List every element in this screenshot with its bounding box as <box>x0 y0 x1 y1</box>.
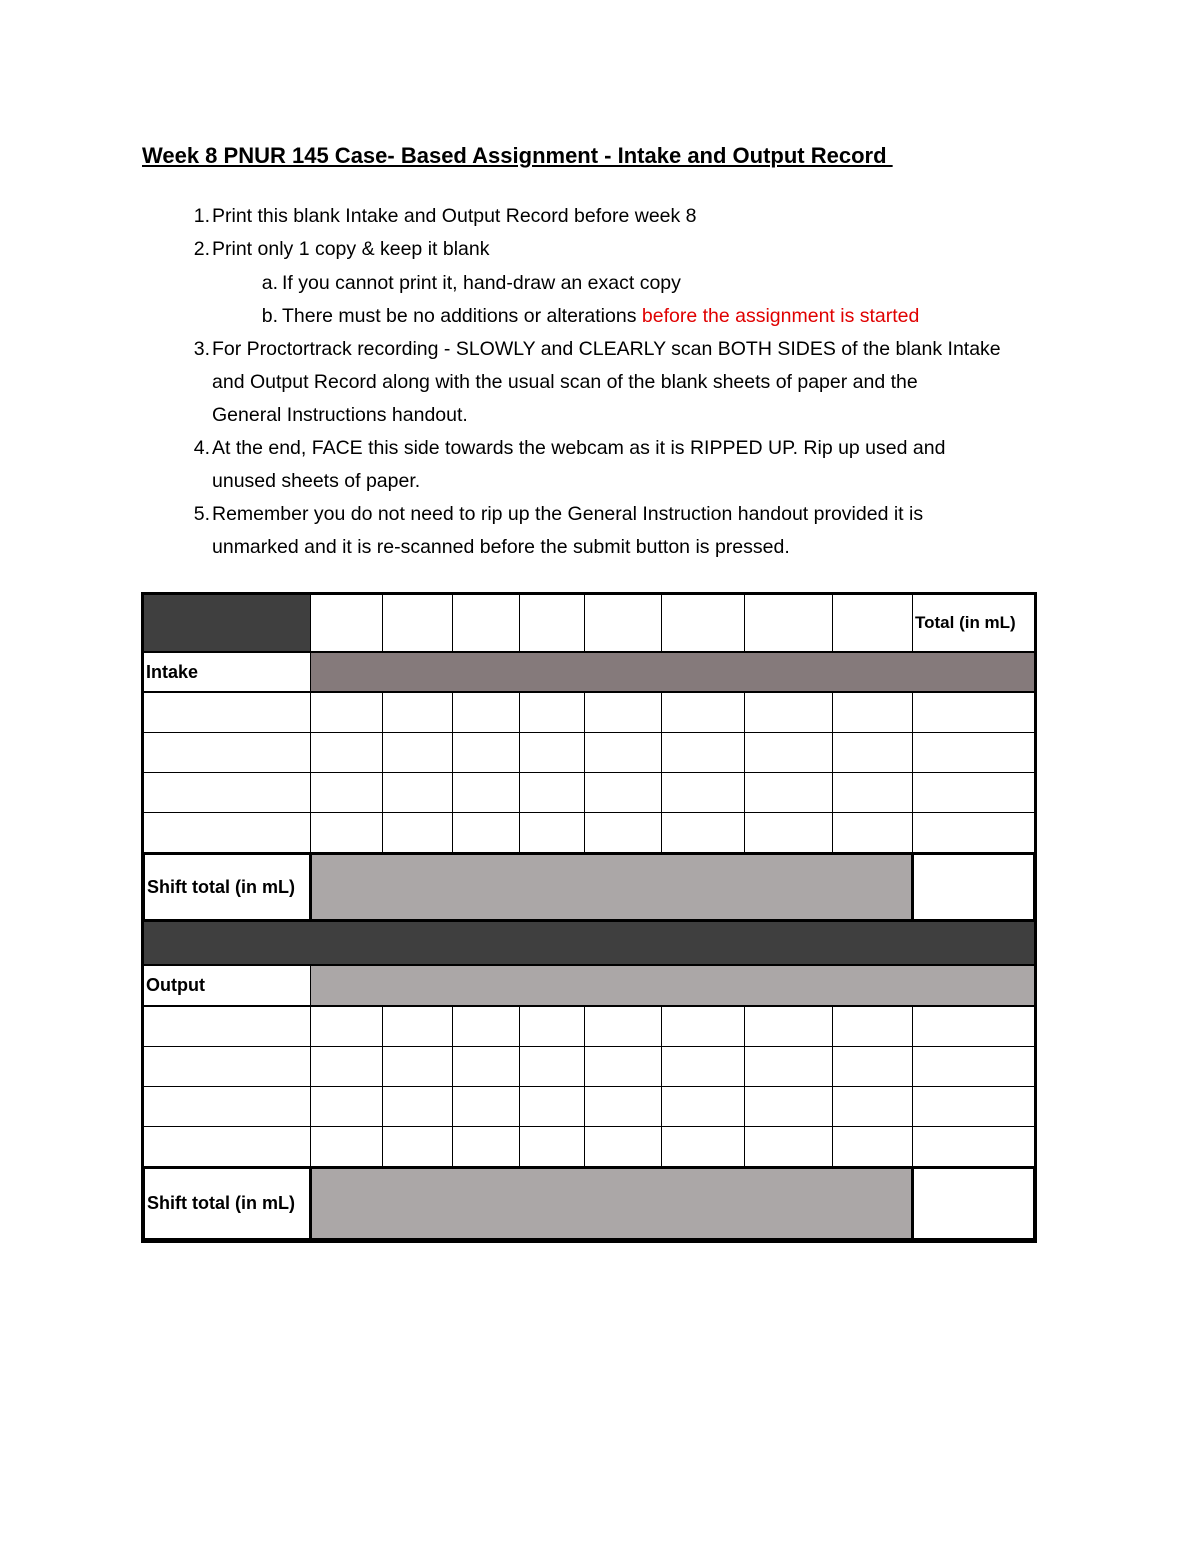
table-cell <box>661 732 745 773</box>
table-cell <box>661 1046 745 1087</box>
shift-total-band <box>310 853 913 921</box>
output-band <box>310 965 1035 1006</box>
table-cell <box>661 1086 745 1127</box>
table-cell <box>452 1006 520 1047</box>
table-cell <box>744 692 833 733</box>
table-cell <box>661 692 745 733</box>
document-title: Week 8 PNUR 145 Case- Based Assignment - Intake and Output Record <box>142 143 893 168</box>
table-cell <box>310 1046 383 1087</box>
table-cell <box>661 1006 745 1047</box>
row-label-cell <box>143 812 311 853</box>
table-cell <box>832 692 913 733</box>
table-cell <box>310 1126 383 1167</box>
row-label-cell <box>143 692 311 733</box>
table-cell <box>832 1046 913 1087</box>
table-cell <box>382 1006 453 1047</box>
shift-total-band <box>310 1167 913 1240</box>
table-cell <box>382 1086 453 1127</box>
table-cell <box>452 772 520 813</box>
table-cell <box>584 1126 662 1167</box>
table-cell <box>310 732 383 773</box>
row-label-cell <box>143 1006 311 1047</box>
table-cell <box>310 772 383 813</box>
table-cell <box>519 1086 585 1127</box>
table-cell <box>584 692 662 733</box>
table-cell <box>519 1126 585 1167</box>
table-cell <box>832 1126 913 1167</box>
table-cell <box>584 1046 662 1087</box>
table-cell <box>452 1086 520 1127</box>
intake-label-cell <box>143 652 311 692</box>
table-cell <box>452 1126 520 1167</box>
header-cell <box>519 594 585 652</box>
table-cell <box>584 772 662 813</box>
cell-label: Shift total (in mL) <box>147 876 295 897</box>
table-cell <box>452 692 520 733</box>
table-cell <box>382 812 453 853</box>
table-cell <box>382 772 453 813</box>
table-cell <box>912 1006 1035 1047</box>
table-cell <box>452 812 520 853</box>
table-cell <box>744 732 833 773</box>
table-cell <box>912 812 1035 853</box>
row-label-cell <box>143 1126 311 1167</box>
table-cell <box>832 1006 913 1047</box>
table-cell <box>310 692 383 733</box>
table-cell <box>584 732 662 773</box>
table-cell <box>382 1046 453 1087</box>
cell-label: Shift total (in mL) <box>147 1193 295 1213</box>
table-cell <box>519 772 585 813</box>
table-cell <box>310 1006 383 1047</box>
table-cell <box>912 732 1035 773</box>
row-label-cell <box>143 1046 311 1087</box>
intake-band <box>310 652 1035 692</box>
row-label-cell <box>143 732 311 773</box>
table-cell <box>744 1046 833 1087</box>
header-cell <box>584 594 662 652</box>
row-label-cell <box>143 772 311 813</box>
table-cell <box>452 1046 520 1087</box>
table-cell <box>744 1086 833 1127</box>
table-cell <box>661 772 745 813</box>
section-separator <box>143 921 1035 965</box>
table-cell <box>744 1006 833 1047</box>
table-cell <box>832 732 913 773</box>
header-cell <box>832 594 913 652</box>
shift-total-label-cell <box>143 1167 311 1240</box>
table-cell <box>744 1126 833 1167</box>
table-cell <box>382 1126 453 1167</box>
table-cell <box>912 1126 1035 1167</box>
table-cell <box>584 812 662 853</box>
table-cell <box>519 732 585 773</box>
table-cell <box>382 732 453 773</box>
total-header-cell <box>912 594 1035 652</box>
shift-total-label-cell <box>143 853 311 921</box>
table-cell <box>310 1086 383 1127</box>
header-cell <box>452 594 520 652</box>
table-cell <box>382 692 453 733</box>
cell-label: Output <box>146 975 205 995</box>
cell-label: Intake <box>146 661 199 682</box>
table-cell <box>832 772 913 813</box>
table-cell <box>519 692 585 733</box>
table-cell <box>912 1086 1035 1127</box>
table-cell <box>744 812 833 853</box>
table-cell <box>584 1006 662 1047</box>
table-cell <box>832 812 913 853</box>
shift-total-value-cell <box>912 1167 1035 1240</box>
table-cell <box>912 772 1035 813</box>
shift-total-value-cell <box>912 853 1035 921</box>
header-cell <box>382 594 453 652</box>
highlighted-text: before the assignment is started <box>641 305 920 327</box>
table-cell <box>519 1046 585 1087</box>
table-cell <box>744 772 833 813</box>
table-cell <box>832 1086 913 1127</box>
table-cell <box>912 692 1035 733</box>
table-cell <box>519 1006 585 1047</box>
output-label-cell <box>143 965 311 1006</box>
row-label-cell <box>143 1086 311 1127</box>
header-cell <box>310 594 383 652</box>
header-cell <box>661 594 745 652</box>
table-cell <box>452 732 520 773</box>
table-cell <box>310 812 383 853</box>
header-cell <box>744 594 833 652</box>
table-cell <box>661 1126 745 1167</box>
cell-label: Total (in mL) <box>915 613 1016 632</box>
table-cell <box>584 1086 662 1127</box>
table-cell <box>519 812 585 853</box>
header-corner-cell <box>143 594 311 652</box>
table-cell <box>912 1046 1035 1087</box>
table-cell <box>661 812 745 853</box>
